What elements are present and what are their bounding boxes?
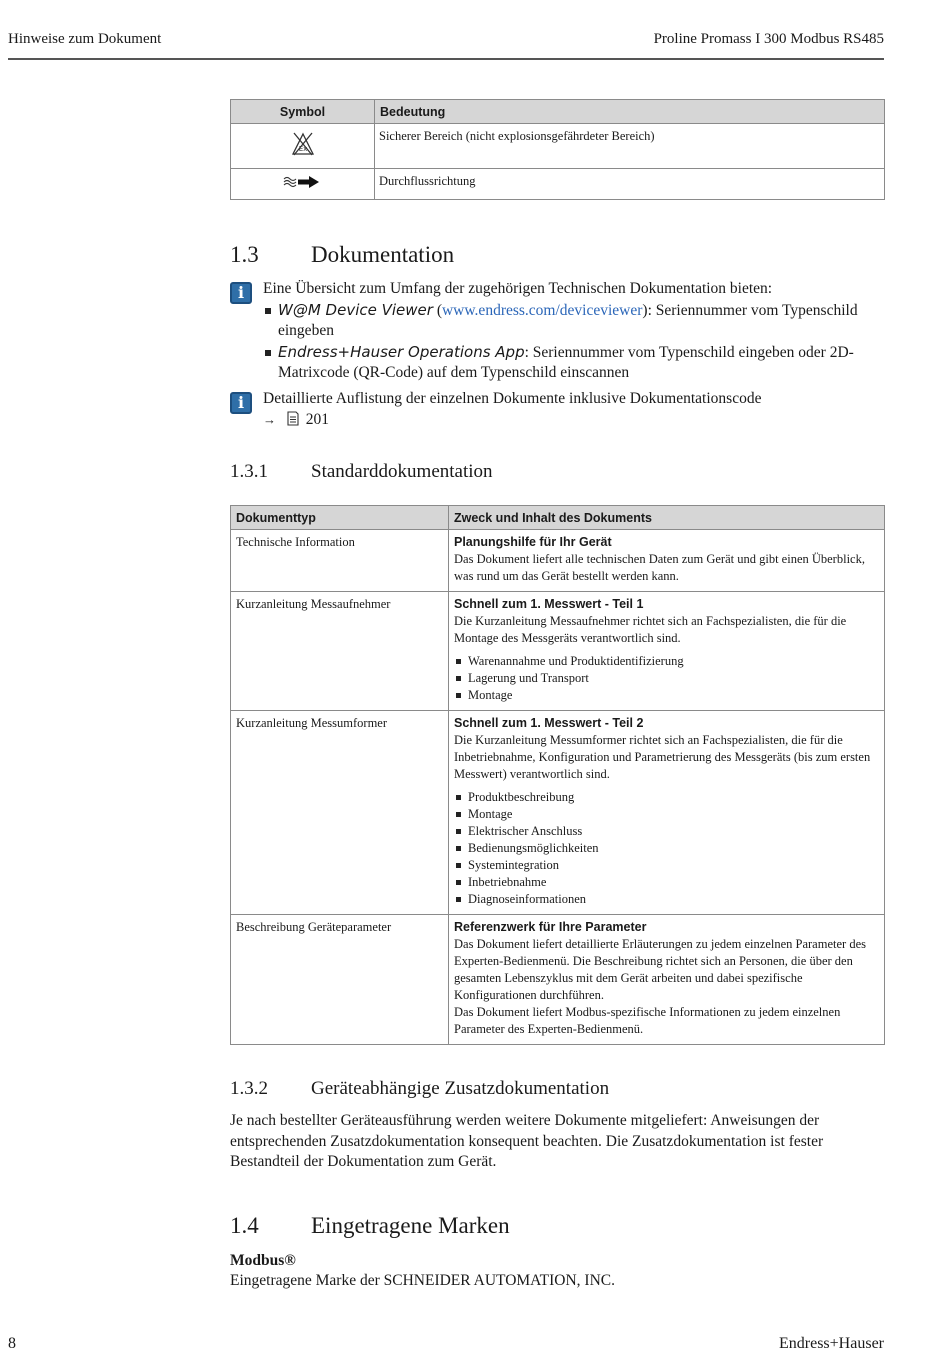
info-text: Detaillierte Auflistung der einzelnen Dokumente inklusive Dokumentationscode [263, 390, 762, 407]
purpose-description: Die Kurzanleitung Messumformer richtet sich an Fachspezialisten, die für die Inbetriebnahme, Konfiguration und Parametrierung des Messgeräts (bis zum ersten Messwert) verantwortlich sind. [454, 733, 871, 781]
page-reference[interactable] [263, 410, 890, 431]
purpose-title: Schnell zum 1. Messwert - Teil 1 [454, 597, 644, 611]
additional-documentation-text: Je nach bestellter Geräteausführung werden weitere Dokumente mitgeliefert: Anweisungen der entsprechenden Zusatzdokumentation konsequent beachten. Die Zusatzdokumentation ist fester Bestandteil der Dokumentation zum Gerät. [230, 1112, 824, 1170]
document-type-cell: Technische Information [231, 530, 449, 592]
purpose-title: Schnell zum 1. Messwert - Teil 2 [454, 716, 644, 730]
svg-text:Ex: Ex [298, 145, 307, 153]
document-type-cell: Beschreibung Geräteparameter [231, 915, 449, 1045]
purpose-cell [449, 592, 885, 711]
flow-direction-icon [283, 175, 323, 189]
list-item [263, 300, 890, 342]
purpose-title: Planungshilfe für Ihr Gerät [454, 535, 612, 549]
section-title: Standarddokumentation [311, 461, 493, 482]
purpose-description: Das Dokument liefert detaillierte Erläuterungen zu jedem einzelnen Parameter des Experten-Bedienmenü. Die Beschreibung richtet sich an Personen, die über den gesamten Lebenszyklus mit dem Gerät arbeiten und dabei spezifische Konfigurationen durchführen. [454, 937, 866, 1002]
info-intro: Eine Übersicht zum Umfang der zugehörigen Technischen Dokumentation bieten: [263, 280, 773, 297]
info-note-overview [230, 279, 890, 384]
column-header-document-type: Dokumenttyp [231, 506, 449, 530]
info-note-document-list [230, 389, 890, 430]
section-title: Dokumentation [311, 242, 455, 267]
page-header [8, 30, 884, 60]
column-header-purpose: Zweck und Inhalt des Dokuments [449, 506, 885, 530]
list-item: Elektrischer Anschluss [454, 823, 879, 840]
table-row [231, 169, 885, 200]
arrow-right-icon: → [263, 411, 276, 427]
item-text: ): Seriennummer vom Typenschild eingeben [278, 301, 858, 339]
page-number: 8 [8, 1335, 16, 1352]
item-name: W@M Device Viewer [278, 300, 433, 319]
item-name: Endress+Hauser Operations App [278, 342, 525, 361]
purpose-title: Referenzwerk für Ihre Parameter [454, 920, 647, 934]
standard-documentation-table [230, 505, 885, 1045]
section-number: 1.3.1 [230, 461, 268, 482]
column-header-meaning: Bedeutung [375, 100, 885, 124]
footer-brand: Endress+Hauser [779, 1335, 884, 1352]
table-row [231, 592, 885, 711]
symbol-table [230, 99, 885, 200]
table-row [231, 530, 885, 592]
header-chapter-title: Hinweise zum Dokument [8, 31, 162, 47]
purpose-cell [449, 711, 885, 915]
section-number: 1.3 [230, 242, 259, 267]
table-row [231, 915, 885, 1045]
table-header-row [231, 506, 885, 530]
safe-area-non-hazardous-icon [290, 131, 316, 157]
list-item: Bedienungsmöglichkeiten [454, 840, 879, 857]
section-heading-1-3 [230, 242, 454, 268]
list-item: Warenannahme und Produktidentifizierung [454, 653, 879, 670]
table-header-row [231, 100, 885, 124]
document-type-cell: Kurzanleitung Messaufnehmer [231, 592, 449, 711]
page-number-ref: 201 [305, 410, 329, 428]
list-item: Montage [454, 687, 879, 704]
item-text: ( [432, 301, 442, 319]
trademark-name: Modbus® [230, 1252, 296, 1269]
document-type-cell: Kurzanleitung Messumformer [231, 711, 449, 915]
list-item: Lagerung und Transport [454, 670, 879, 687]
section-title: Eingetragene Marken [311, 1213, 510, 1238]
item-text: : Seriennummer vom Typenschild eingeben oder 2D-Matrixcode (QR-Code) auf dem Typenschild einscannen [278, 343, 854, 381]
table-row [231, 124, 885, 169]
trademark-owner: Eingetragene Marke der SCHNEIDER AUTOMATION, INC. [230, 1272, 615, 1289]
table-row [231, 711, 885, 915]
purpose-description: Die Kurzanleitung Messaufnehmer richtet sich an Fachspezialisten, die für die Montage des Messgeräts verantwortlich sind. [454, 614, 847, 645]
section-number: 1.4 [230, 1213, 259, 1238]
content-list [454, 653, 879, 704]
purpose-cell [449, 915, 885, 1045]
content-list [454, 789, 879, 908]
header-product-title: Proline Promass I 300 Modbus RS485 [653, 31, 884, 47]
column-header-symbol: Symbol [231, 100, 375, 124]
section-number: 1.3.2 [230, 1078, 268, 1099]
section-heading-1-3-1 [230, 461, 493, 483]
list-item [263, 342, 890, 384]
list-item: Inbetriebnahme [454, 874, 879, 891]
section-heading-1-3-2 [230, 1078, 609, 1100]
list-item: Systemintegration [454, 857, 879, 874]
section-heading-1-4 [230, 1213, 510, 1239]
symbol-cell [231, 169, 375, 200]
list-item: Diagnoseinformationen [454, 891, 879, 908]
meaning-cell: Sicherer Bereich (nicht explosionsgefährdeter Bereich) [375, 124, 885, 169]
info-icon: i [230, 282, 252, 304]
info-icon: i [230, 392, 252, 414]
symbol-cell [231, 124, 375, 169]
purpose-description: Das Dokument liefert Modbus-spezifische Informationen zu jedem einzelnen Parameter des Experten-Bedienmenü. [454, 1005, 841, 1036]
list-item: Montage [454, 806, 879, 823]
document-page-icon [286, 411, 300, 426]
meaning-cell: Durchflussrichtung [375, 169, 885, 200]
purpose-cell [449, 530, 885, 592]
section-title: Geräteabhängige Zusatzdokumentation [311, 1078, 610, 1099]
purpose-description: Das Dokument liefert alle technischen Daten zum Gerät und gibt einen Überblick, was rund um das Gerät bestellt werden kann. [454, 552, 865, 583]
list-item: Produktbeschreibung [454, 789, 879, 806]
deviceviewer-link[interactable]: www.endress.com/deviceviewer [441, 301, 643, 319]
